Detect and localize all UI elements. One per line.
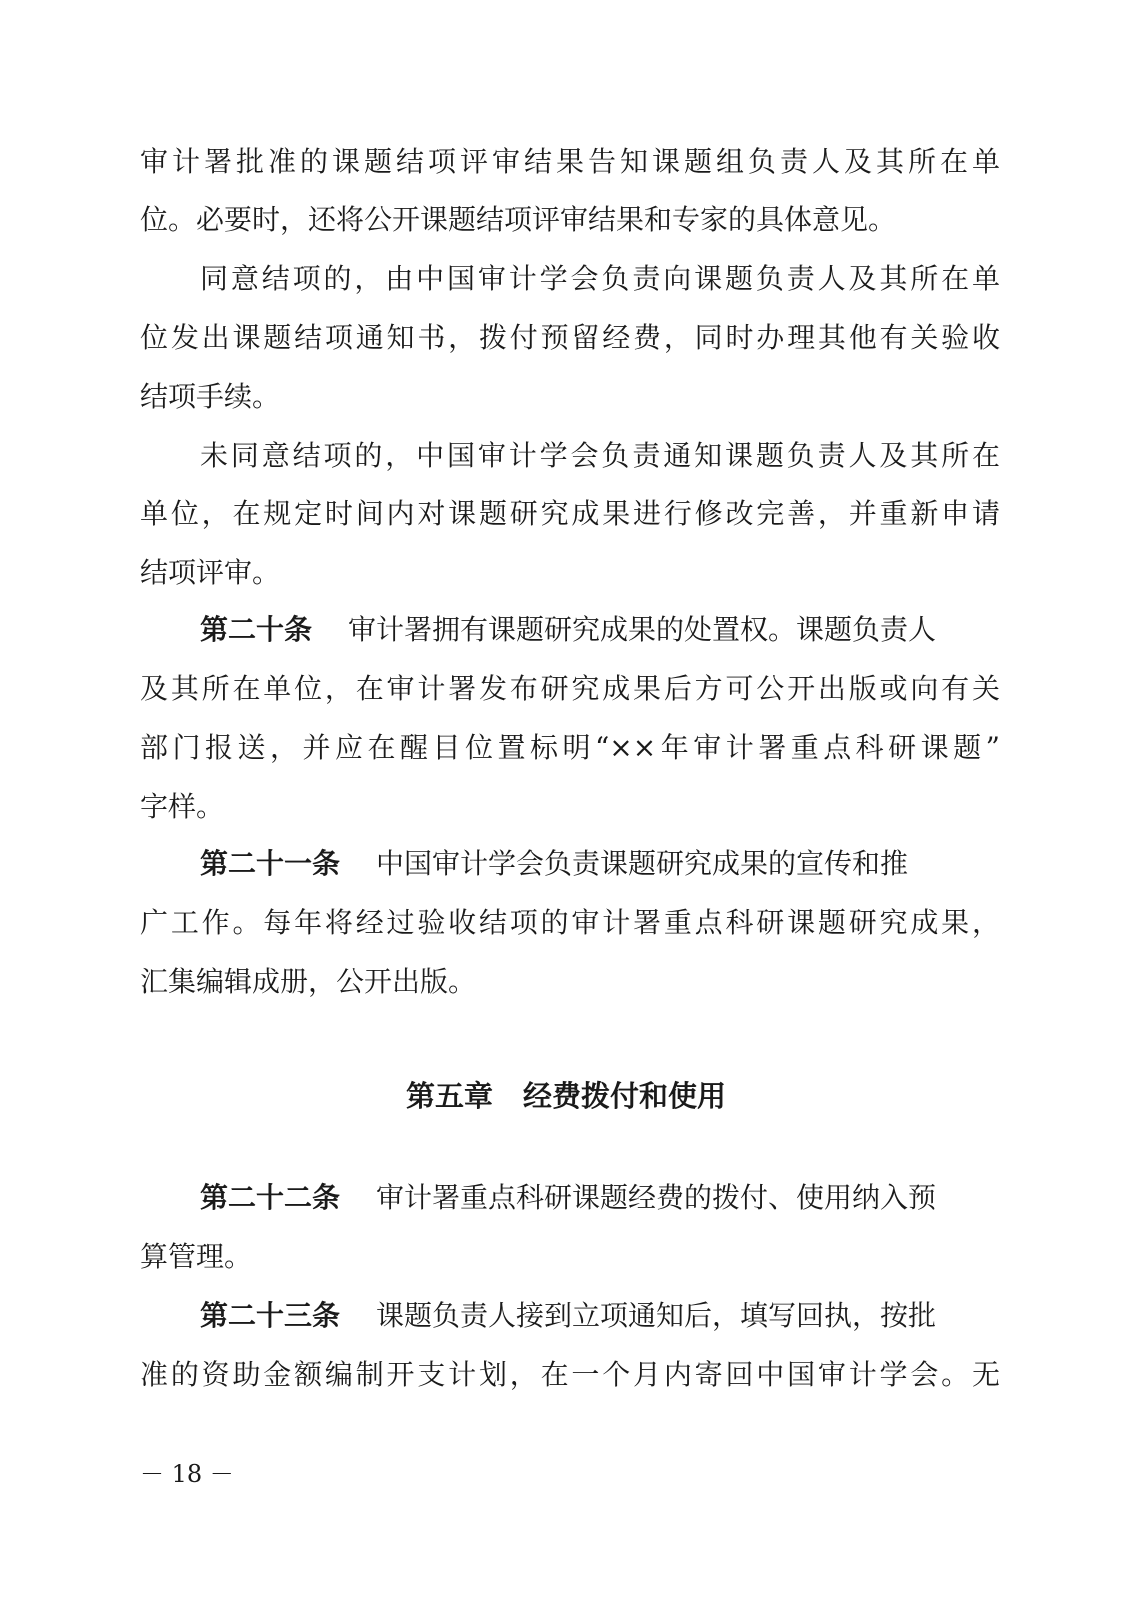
article-21-text: 中国审计学会负责课题研究成果的宣传和推 [376, 847, 909, 880]
text-line: 广工作。每年将经过验收结项的审计署重点科研课题研究成果， [140, 906, 1000, 939]
text-line: 审计署批准的课题结项评审结果告知课题组负责人及其所在单 [140, 145, 1000, 178]
text-line: 位。必要时，还将公开课题结项评审结果和专家的具体意见。 [140, 203, 897, 236]
article-20-line [200, 610, 1000, 650]
text-line: 部门报送，并应在醒目位置标明“××年审计署重点科研课题” [140, 731, 1000, 764]
article-23-line [200, 1296, 1000, 1336]
text-line: 字样。 [140, 790, 225, 823]
text-line: 结项评审。 [140, 556, 281, 589]
text-line: 未同意结项的，中国审计学会负责通知课题负责人及其所在 [200, 439, 1000, 472]
article-23-label: 第二十三条 [200, 1299, 341, 1332]
text-line: 位发出课题结项通知书，拨付预留经费，同时办理其他有关验收 [140, 321, 1000, 354]
chapter-title: 经费拨付和使用 [523, 1079, 727, 1113]
text-line: 单位，在规定时间内对课题研究成果进行修改完善，并重新申请 [140, 497, 1000, 530]
text-line: 准的资助金额编制开支计划，在一个月内寄回中国审计学会。无 [140, 1358, 1000, 1391]
text-line: 结项手续。 [140, 380, 281, 413]
text-line: 汇集编辑成册，公开出版。 [140, 965, 477, 998]
text-line: 算管理。 [140, 1240, 253, 1273]
article-22-line [200, 1178, 1000, 1218]
article-22-text: 审计署重点科研课题经费的拨付、使用纳入预 [376, 1181, 937, 1214]
page-number: － 18 － [140, 1460, 234, 1488]
chapter-heading [0, 1076, 1132, 1116]
article-21-line [200, 844, 1000, 884]
article-23-text: 课题负责人接到立项通知后，填写回执，按批 [376, 1299, 937, 1332]
text-line: 同意结项的，由中国审计学会负责向课题负责人及其所在单 [200, 262, 1000, 295]
text-line: 及其所在单位，在审计署发布研究成果后方可公开出版或向有关 [140, 672, 1000, 705]
article-22-label: 第二十二条 [200, 1181, 341, 1214]
article-20-text: 审计署拥有课题研究成果的处置权。课题负责人 [348, 613, 937, 646]
article-20-label: 第二十条 [200, 613, 313, 646]
chapter-number: 第五章 [405, 1079, 493, 1113]
article-21-label: 第二十一条 [200, 847, 341, 880]
